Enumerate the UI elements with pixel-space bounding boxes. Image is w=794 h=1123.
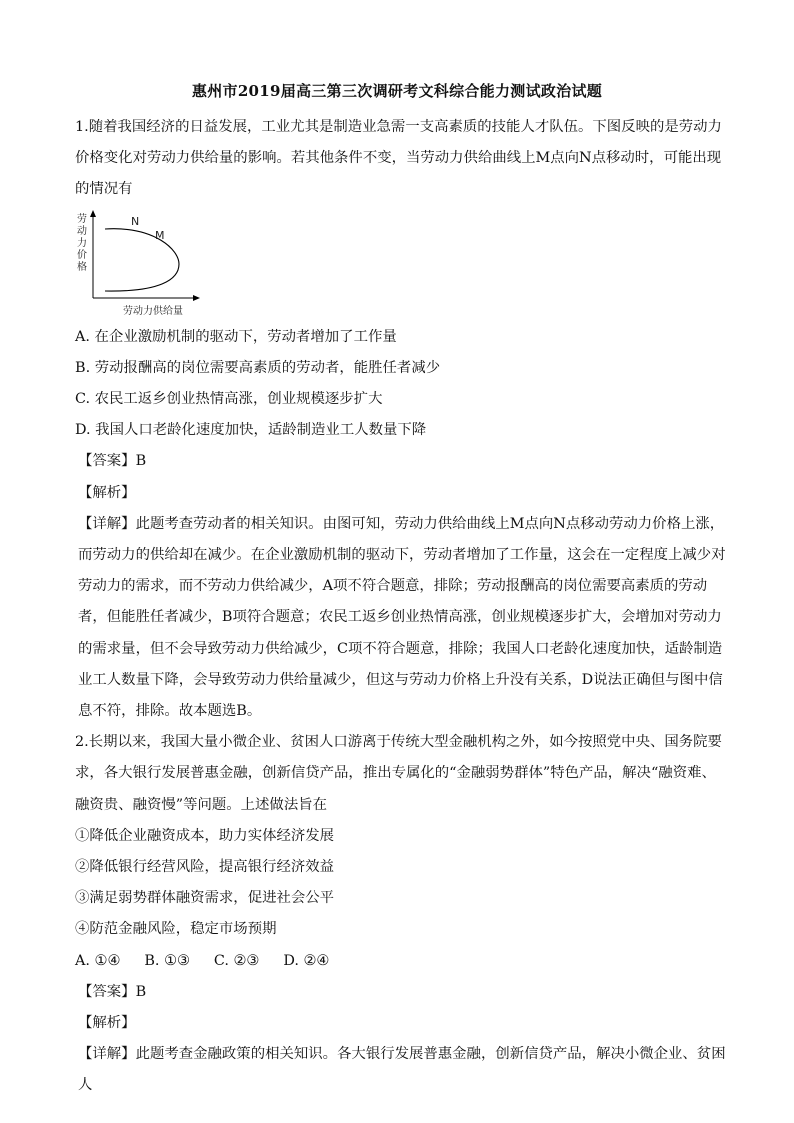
q1-option-d: D. 我国人口老龄化速度加快，适龄制造业工人数量下降 xyxy=(75,422,427,439)
chart-point-m: M xyxy=(155,228,165,242)
q2-options xyxy=(75,946,730,977)
q1-option-b: B. 劳动报酬高的岗位需要高素质的劳动者，能胜任者减少 xyxy=(75,359,441,376)
q1-detail: 【详解】此题考查劳动者的相关知识。由图可知，劳动力供给曲线上M点向N点移动劳动力价格上涨，而劳动力的供给却在减少。在企业激励机制的驱动下，劳动者增加了工作量，这会在一定程度上减少对劳动力的需求，而不劳动力供给减少，A项不符合题意，排除；劳动报酬高的岗位需要高素质的劳动者，但能胜任者减少，B项符合题意；农民工返乡创业热情高涨，创业规模逐步扩大，会增加对劳动力的需求量，但不会导致劳动力供给减少，C项不符合题意，排除；我国人口老龄化速度加快，适龄制造业工人数量下降，会导致劳动力供给量减少，但这与劳动力价格上升没有关系，D说法正确但与图中信息不符，排除。故本题选B。 xyxy=(78,515,726,720)
q2-item-3: ③满足弱势群体融资需求，促进社会公平 xyxy=(75,890,335,907)
q2-option-d: D. ②④ xyxy=(283,952,330,969)
q1-analysis-label: 【解析】 xyxy=(78,484,136,501)
q1-stem: 1.随着我国经济的日益发展，工业尤其是制造业急需一支高素质的技能人才队伍。下图反映的是劳动力价格变化对劳动力供给量的影响。若其他条件不变，当劳动力供给曲线上M点向N点移动时，可能出现的情况有 xyxy=(75,119,722,198)
q2-item-2: ②降低银行经营风险，提高银行经济效益 xyxy=(75,859,335,876)
q2-item-1: ①降低企业融资成本，助力实体经济发展 xyxy=(75,827,335,844)
document-body xyxy=(75,112,730,1102)
page-title: 惠州市2019届高三第三次调研考文科综合能力测试政治试题 xyxy=(191,82,603,100)
chart-point-n: N xyxy=(131,214,140,228)
chart-supply-curve xyxy=(105,228,179,290)
q2-item-4: ④防范金融风险，稳定市场预期 xyxy=(75,921,277,938)
chart-y-arrow xyxy=(90,210,96,217)
chart-ylabel-char: 劳 xyxy=(77,213,87,225)
chart-ylabel-char: 格 xyxy=(77,261,87,273)
q1-option-a: A. 在企业激励机制的驱动下，劳动者增加了工作量 xyxy=(75,328,397,345)
q2-detail: 【详解】此题考查金融政策的相关知识。各大银行发展普惠金融，创新信贷产品，解决小微企业、贫困人 xyxy=(78,1046,726,1094)
q2-analysis-label: 【解析】 xyxy=(78,1015,136,1032)
chart-ylabel-char: 价 xyxy=(77,249,87,261)
chart-ylabel xyxy=(77,212,90,273)
q2-option-b: B. ①③ xyxy=(144,952,190,969)
q2-option-a: A. ①④ xyxy=(75,952,121,969)
q1-answer: 【答案】B xyxy=(78,453,147,470)
q1-option-c: C. 农民工返乡创业热情高涨，创业规模逐步扩大 xyxy=(75,391,383,408)
chart-ylabel-char: 动 xyxy=(77,225,87,237)
q2-option-c: C. ②③ xyxy=(213,952,260,969)
labor-supply-chart xyxy=(75,208,215,318)
chart-xlabel: 劳动力供给量 xyxy=(123,305,183,317)
q2-answer: 【答案】B xyxy=(78,983,147,1000)
q2-stem: 2.长期以来，我国大量小微企业、贫困人口游离于传统大型金融机构之外，如今按照党中央、国务院要求，各大银行发展普惠金融，创新信贷产品，推出专属化的“金融弱势群体”特色产品，解决“融资难、融资贵、融资慢”等问题。上述做法旨在 xyxy=(75,734,722,813)
chart-ylabel-char: 力 xyxy=(77,237,87,249)
chart-x-arrow xyxy=(193,295,200,301)
